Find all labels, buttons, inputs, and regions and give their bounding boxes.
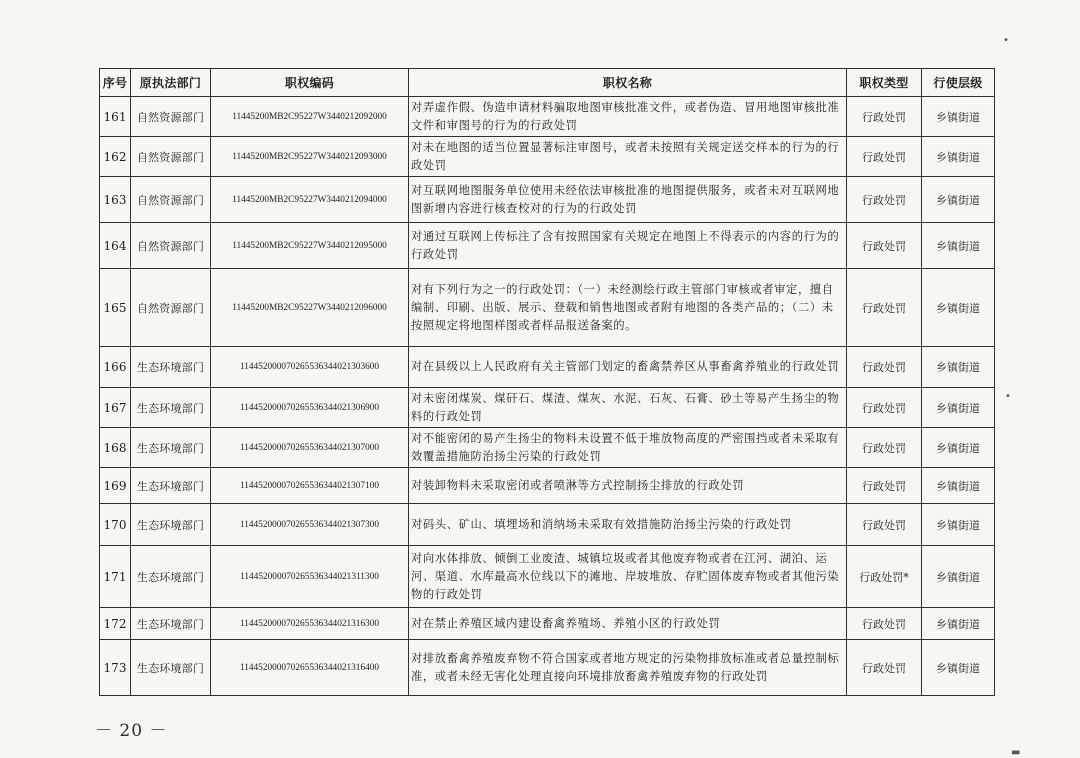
cell-type: 行政处罚 — [847, 468, 922, 504]
cell-code: 11445200MB2C95227W3440212093000 — [211, 137, 409, 177]
cell-seq: 166 — [100, 347, 131, 388]
table-header-row — [100, 69, 995, 97]
cell-seq: 169 — [100, 468, 131, 504]
cell-level: 乡镇街道 — [922, 504, 995, 546]
cell-name: 对在禁止养殖区域内建设畜禽养殖场、养殖小区的行政处罚 — [409, 608, 847, 640]
table-row — [100, 223, 995, 269]
cell-dept: 自然资源部门 — [131, 137, 211, 177]
cell-level: 乡镇街道 — [922, 608, 995, 640]
cell-seq: 162 — [100, 137, 131, 177]
cell-dept: 自然资源部门 — [131, 177, 211, 223]
cell-level: 乡镇街道 — [922, 223, 995, 269]
scan-speck: ▬ — [1011, 747, 1021, 758]
cell-code: 114452000070265536344021307100 — [211, 468, 409, 504]
cell-level: 乡镇街道 — [922, 388, 995, 428]
scan-speck: • — [1005, 391, 1011, 402]
cell-level: 乡镇街道 — [922, 177, 995, 223]
cell-level: 乡镇街道 — [922, 428, 995, 468]
cell-name: 对互联网地图服务单位使用未经依法审核批准的地图提供服务，或者未对互联网地图新增内容进行核查校对的行为的行政处罚 — [409, 177, 847, 223]
cell-type: 行政处罚 — [847, 347, 922, 388]
cell-level: 乡镇街道 — [922, 546, 995, 608]
header-dept: 原执法部门 — [131, 69, 211, 97]
cell-seq: 168 — [100, 428, 131, 468]
cell-name: 对在县级以上人民政府有关主管部门划定的畜禽禁养区从事畜禽养殖业的行政处罚 — [409, 347, 847, 388]
cell-code: 11445200MB2C95227W3440212096000 — [211, 269, 409, 347]
scan-speck: • — [1003, 35, 1009, 46]
cell-code: 114452000070265536344021316400 — [211, 640, 409, 696]
cell-name: 对排放畜禽养殖废弃物不符合国家或者地方规定的污染物排放标准或者总量控制标准，或者未经无害化处理直接向环境排放畜禽养殖废弃物的行政处罚 — [409, 640, 847, 696]
cell-name: 对未密闭煤炭、煤矸石、煤渣、煤灰、水泥、石灰、石膏、砂土等易产生扬尘的物料的行政处罚 — [409, 388, 847, 428]
cell-code: 114452000070265536344021306900 — [211, 388, 409, 428]
cell-dept: 生态环境部门 — [131, 428, 211, 468]
cell-type: 行政处罚 — [847, 269, 922, 347]
cell-level: 乡镇街道 — [922, 468, 995, 504]
cell-dept: 生态环境部门 — [131, 468, 211, 504]
cell-type: 行政处罚 — [847, 504, 922, 546]
cell-code: 11445200MB2C95227W3440212092000 — [211, 97, 409, 137]
cell-name: 对不能密闭的易产生扬尘的物料未设置不低于堆放物高度的严密围挡或者未采取有效覆盖措施防治扬尘污染的行政处罚 — [409, 428, 847, 468]
cell-type: 行政处罚 — [847, 428, 922, 468]
cell-dept: 生态环境部门 — [131, 347, 211, 388]
table-row — [100, 468, 995, 504]
cell-type: 行政处罚 — [847, 137, 922, 177]
cell-dept: 自然资源部门 — [131, 223, 211, 269]
cell-level: 乡镇街道 — [922, 347, 995, 388]
cell-seq: 173 — [100, 640, 131, 696]
table-row — [100, 504, 995, 546]
cell-level: 乡镇街道 — [922, 97, 995, 137]
header-name: 职权名称 — [409, 69, 847, 97]
cell-name: 对未在地图的适当位置显著标注审图号，或者未按照有关规定送交样本的行为的行政处罚 — [409, 137, 847, 177]
cell-code: 114452000070265536344021311300 — [211, 546, 409, 608]
header-code: 职权编码 — [211, 69, 409, 97]
cell-seq: 161 — [100, 97, 131, 137]
cell-seq: 164 — [100, 223, 131, 269]
cell-type: 行政处罚 — [847, 223, 922, 269]
cell-dept: 自然资源部门 — [131, 269, 211, 347]
table-row — [100, 347, 995, 388]
cell-name: 对向水体排放、倾倒工业废渣、城镇垃圾或者其他废弃物或者在江河、湖泊、运河、渠道、水库最高水位线以下的滩地、岸坡堆放、存贮固体废弃物或者其他污染物的行政处罚 — [409, 546, 847, 608]
table-row — [100, 608, 995, 640]
cell-dept: 生态环境部门 — [131, 388, 211, 428]
cell-type: 行政处罚 — [847, 97, 922, 137]
cell-name: 对通过互联网上传标注了含有按照国家有关规定在地图上不得表示的内容的行为的行政处罚 — [409, 223, 847, 269]
cell-name: 对弄虚作假、伪造申请材料骗取地图审核批准文件，或者伪造、冒用地图审核批准文件和审图号的行为的行政处罚 — [409, 97, 847, 137]
header-seq: 序号 — [100, 69, 131, 97]
page-number: － 20 － — [95, 721, 168, 741]
cell-seq: 167 — [100, 388, 131, 428]
table-row — [100, 388, 995, 428]
cell-type: 行政处罚 — [847, 177, 922, 223]
cell-level: 乡镇街道 — [922, 269, 995, 347]
authority-table — [99, 68, 995, 696]
table-row — [100, 269, 995, 347]
cell-dept: 生态环境部门 — [131, 608, 211, 640]
header-level: 行使层级 — [922, 69, 995, 97]
cell-type: 行政处罚 — [847, 388, 922, 428]
table-row — [100, 177, 995, 223]
cell-level: 乡镇街道 — [922, 137, 995, 177]
cell-seq: 172 — [100, 608, 131, 640]
cell-type: 行政处罚* — [847, 546, 922, 608]
cell-code: 114452000070265536344021307300 — [211, 504, 409, 546]
cell-code: 11445200MB2C95227W3440212095000 — [211, 223, 409, 269]
cell-level: 乡镇街道 — [922, 640, 995, 696]
cell-dept: 生态环境部门 — [131, 504, 211, 546]
cell-code: 11445200MB2C95227W3440212094000 — [211, 177, 409, 223]
table-row — [100, 97, 995, 137]
cell-type: 行政处罚 — [847, 640, 922, 696]
cell-code: 114452000070265536344021307000 — [211, 428, 409, 468]
cell-seq: 170 — [100, 504, 131, 546]
cell-seq: 171 — [100, 546, 131, 608]
cell-name: 对有下列行为之一的行政处罚：（一）未经测绘行政主管部门审核或者审定，擅自编制、印刷、出版、展示、登载和销售地图或者附有地图的各类产品的；（二）未按照规定将地图样图或者样品报送备案的。 — [409, 269, 847, 347]
cell-code: 114452000070265536344021303600 — [211, 347, 409, 388]
cell-seq: 165 — [100, 269, 131, 347]
cell-name: 对码头、矿山、填埋场和消纳场未采取有效措施防治扬尘污染的行政处罚 — [409, 504, 847, 546]
cell-dept: 生态环境部门 — [131, 640, 211, 696]
table-row — [100, 428, 995, 468]
cell-dept: 生态环境部门 — [131, 546, 211, 608]
table-row — [100, 640, 995, 696]
cell-name: 对装卸物料未采取密闭或者喷淋等方式控制扬尘排放的行政处罚 — [409, 468, 847, 504]
cell-type: 行政处罚 — [847, 608, 922, 640]
cell-code: 114452000070265536344021316300 — [211, 608, 409, 640]
header-type: 职权类型 — [847, 69, 922, 97]
cell-seq: 163 — [100, 177, 131, 223]
table-row — [100, 546, 995, 608]
cell-dept: 自然资源部门 — [131, 97, 211, 137]
table-row — [100, 137, 995, 177]
